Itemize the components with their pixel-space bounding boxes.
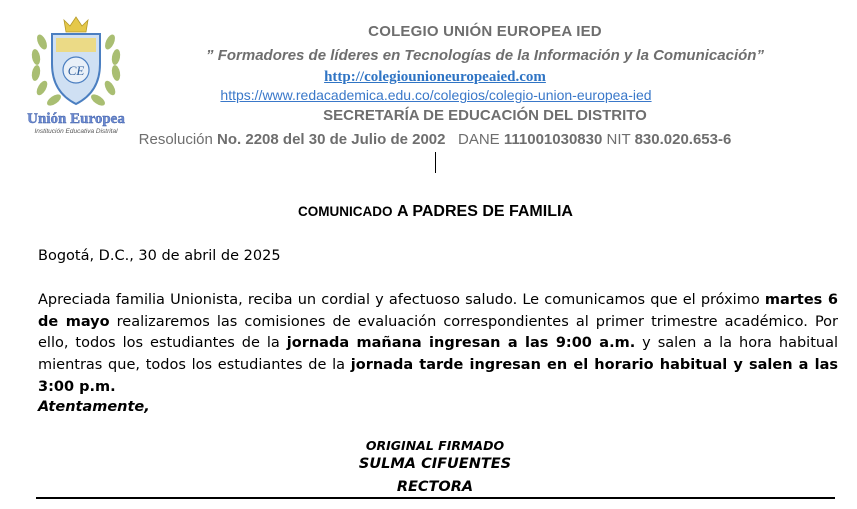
dane-label: DANE	[458, 131, 500, 148]
secretaria-heading: SECRETARÍA DE EDUCACIÓN DEL DISTRITO	[323, 107, 647, 124]
school-motto: ” Formadores de líderes en Tecnologías de la Información y la Comunicación”	[206, 47, 764, 64]
bottom-divider	[36, 497, 835, 499]
dane-number: 111001030830	[503, 131, 603, 148]
crown-icon	[64, 17, 88, 32]
text-cursor	[435, 152, 436, 173]
redacademica-link[interactable]: https://www.redacademica.edu.co/colegios/colegio-union-europea-ied	[220, 87, 652, 103]
resolution-label: Resolución	[138, 131, 213, 148]
school-name: COLEGIO UNIÓN EUROPEA IED	[368, 23, 602, 40]
body-text-1: Apreciada familia Unionista, reciba un cordial y afectuoso saludo. Le comunicamos que el próximo	[38, 292, 765, 308]
closing-salutation: Atentamente,	[38, 399, 150, 415]
school-crest-logo	[12, 12, 140, 136]
body-morning-shift: jornada mañana ingresan a las 9:00 a.m.	[286, 335, 636, 352]
resolution-number: No. 2208 del 30 de Julio de 2002	[217, 131, 446, 148]
body-text-2: realizaremos las comisiones de evaluación correspondientes al primer trimestre académico. Por ello, todos los estudiantes de la	[38, 313, 838, 352]
svg-text:Unión Europea: Unión Europea	[27, 111, 125, 127]
svg-text:Institución Educativa Distrita: Institución Educativa Distrital	[34, 128, 118, 135]
body-text-3: y salen a la hora habitual mientras que, todos los estudiantes de la	[38, 335, 838, 374]
letter-date: Bogotá, D.C., 30 de abril de 2025	[38, 248, 281, 264]
signer-role: RECTORA	[396, 479, 474, 495]
nit-label: NIT	[606, 131, 631, 148]
signer-name: SULMA CIFUENTES	[358, 456, 512, 472]
svg-text:CE: CE	[67, 63, 85, 78]
nit-number: 830.020.653-6	[634, 131, 732, 148]
title-comunicado: COMUNICADO	[298, 204, 393, 219]
letter-body-paragraph	[38, 290, 838, 399]
title-recipients: A PADRES DE FAMILIA	[396, 203, 573, 220]
letter-title	[0, 203, 857, 221]
body-date-highlight: martes 6 de mayo	[38, 292, 839, 330]
body-afternoon-shift: jornada tarde ingresan en el horario habitual y salen a las 3:00 p.m.	[38, 357, 838, 395]
website-link[interactable]: http://colegiounioneuropeaied.com	[324, 69, 546, 85]
signed-note: ORIGINAL FIRMADO	[365, 438, 505, 453]
resolution-line	[100, 131, 770, 148]
